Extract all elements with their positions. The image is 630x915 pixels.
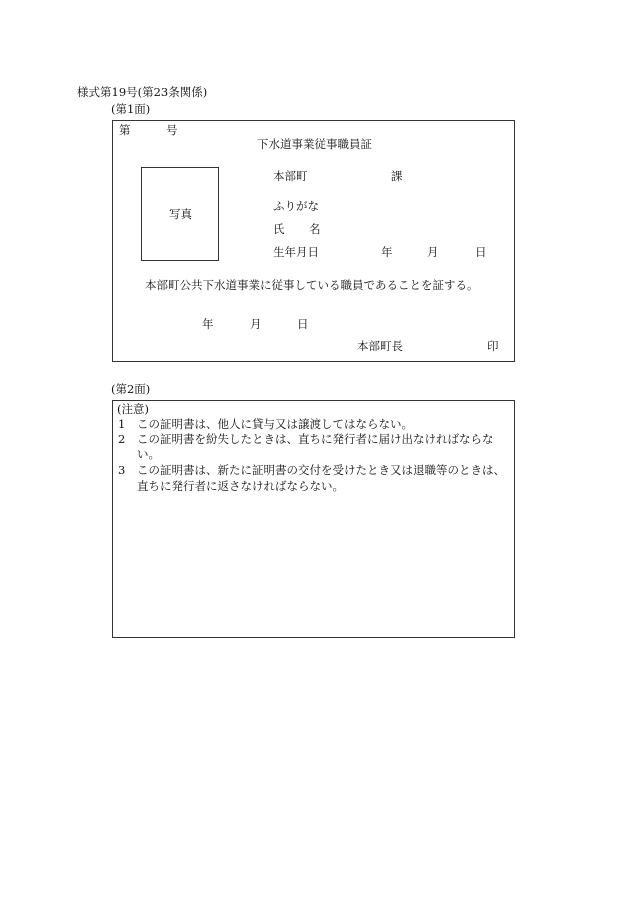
issue-month: 月	[250, 317, 262, 331]
form-header: 様式第19号(第23条関係)	[77, 85, 208, 99]
note-3-line-1: この証明書は、新たに証明書の交付を受けたとき又は退職等のときは、	[137, 463, 505, 477]
dob-month: 月	[427, 245, 439, 259]
note-3-num: 3	[118, 463, 126, 477]
number-go: 号	[166, 123, 178, 137]
dept-suffix: 課	[391, 169, 403, 183]
note-2-line-1: この証明書を紛失したときは、直ちに発行者に届け出なければならな	[137, 432, 494, 446]
dob-day: 日	[475, 245, 487, 259]
side1-label: (第1面)	[111, 102, 151, 116]
note-2-num: 2	[118, 432, 126, 446]
photo-box	[141, 167, 219, 261]
issue-day: 日	[297, 317, 309, 331]
name-label-a: 氏	[273, 222, 285, 236]
note-1-num: 1	[118, 417, 126, 431]
number-dai: 第	[119, 123, 131, 137]
name-label-b: 名	[309, 222, 321, 236]
note-3-line-2: 直ちに発行者に返さなければならない。	[137, 479, 344, 493]
certify-statement: 本部町公共下水道事業に従事している職員であることを証する。	[145, 278, 479, 292]
notes-title: (注意)	[117, 402, 149, 416]
furigana-label: ふりがな	[273, 199, 319, 213]
dept-prefix: 本部町	[273, 169, 308, 183]
seal-mark: 印	[487, 339, 499, 353]
side2-card	[112, 400, 515, 638]
signer: 本部町長	[357, 339, 403, 353]
side2-label: (第2面)	[111, 382, 151, 396]
note-1-line-1: この証明書は、他人に貸与又は譲渡してはならない。	[137, 417, 413, 431]
card-title: 下水道事業従事職員証	[257, 137, 372, 151]
dob-label: 生年月日	[273, 245, 319, 259]
note-2-line-2: い。	[137, 447, 160, 461]
dob-year: 年	[381, 245, 393, 259]
side1-card	[112, 120, 515, 362]
photo-label: 写真	[169, 207, 192, 221]
issue-year: 年	[202, 317, 214, 331]
